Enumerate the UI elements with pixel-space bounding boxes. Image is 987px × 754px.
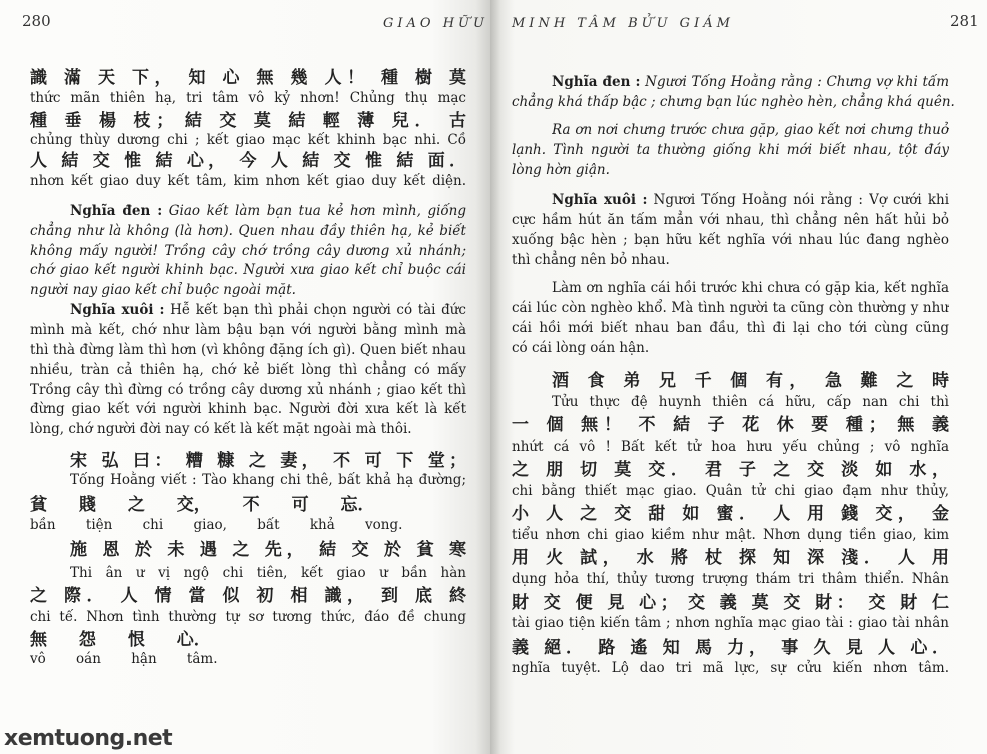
romanization-line bbox=[30, 649, 466, 669]
paragraph-line bbox=[552, 72, 949, 92]
romanization-line bbox=[30, 515, 466, 535]
chinese-text-line bbox=[30, 68, 466, 88]
romanization-line bbox=[30, 607, 466, 627]
paragraph-line bbox=[552, 278, 949, 298]
line-text: 無 怨 恨 心． bbox=[30, 630, 211, 650]
chinese-text-line bbox=[70, 451, 466, 471]
paragraph-line bbox=[30, 280, 466, 300]
paragraph-line bbox=[512, 318, 949, 338]
left-page bbox=[0, 0, 490, 754]
line-text: vô oán hận tâm. bbox=[30, 651, 218, 667]
line-text: chủng thùy dương chi ; kết giao mạc kết khinh bạc nhi. Cồ bbox=[30, 132, 466, 148]
line-text: 酒 食 弟 兄 千 個 有， 急 難 之 時 bbox=[552, 371, 949, 391]
paragraph-line bbox=[30, 399, 466, 419]
paragraph-line bbox=[30, 320, 466, 340]
romanization-line bbox=[512, 613, 949, 633]
paragraph-line bbox=[512, 298, 949, 318]
line-text: lòng hờn giận. bbox=[512, 162, 610, 178]
paragraph-line bbox=[512, 210, 949, 230]
line-text: tiểu nhơn chi giao kiềm như mật. Nhơn dụng tiền giao, kim bbox=[512, 527, 949, 543]
paragraph-line bbox=[30, 360, 466, 380]
chinese-text-line bbox=[512, 460, 949, 480]
line-text: 用 火 試， 水 將 杖 探 知 深 淺． 人 用 bbox=[512, 548, 949, 568]
line-text: 宋 弘 曰： 糟 糠 之 妻， 不 可 下 堂； bbox=[70, 451, 466, 471]
line-text: chớ giao kết người khinh bạc. Người xưa giao kết chỉ buộc cái bbox=[30, 262, 466, 278]
line-text: Ngươi Tống Hoằng nói rằng : Vợ cưới khi bbox=[653, 192, 949, 208]
line-text: 財 交 便 見 心； 交 義 莫 交 財： 交 財 仁 bbox=[512, 593, 949, 613]
paragraph-label: Nghĩa xuôi : bbox=[70, 302, 165, 318]
line-text: Hễ kết bạn thì phải chọn người có tài đức bbox=[170, 302, 466, 318]
line-text: nhiều, tràn cả thiên hạ, chớ kẻ biết lòng thì chẳng có mấy bbox=[30, 362, 466, 378]
chinese-text-line bbox=[70, 540, 466, 560]
line-text: đừng giao kết với người khinh bạc. Người đời xưa kết là kết bbox=[30, 401, 466, 417]
chinese-text-line bbox=[512, 638, 949, 658]
romanization-line bbox=[70, 470, 466, 490]
line-text: xuống bậc hèn ; bạn hữu kết nghĩa với nhau lúc đang nghèo bbox=[512, 232, 949, 248]
chinese-text-line bbox=[30, 111, 466, 131]
paragraph-line bbox=[30, 419, 466, 439]
line-text: 貧 賤 之 交， 不 可 忘． bbox=[30, 495, 375, 515]
page-number-right: 281 bbox=[950, 12, 979, 30]
line-text: Ngươi Tống Hoằng rằng : Chưng vợ khi tấm bbox=[645, 74, 949, 90]
line-text: lạnh. Tình người ta thường giống khi mới biết nhau, tột đáy bbox=[512, 142, 949, 158]
chinese-text-line bbox=[30, 495, 466, 515]
paragraph-line bbox=[30, 260, 466, 280]
line-text: 一 個 無！ 不 結 子 花 休 要 種； 無 義 bbox=[512, 415, 949, 435]
line-text: dụng hỏa thí, thủy tương trượng thám tri thâm thiển. Nhân bbox=[512, 571, 949, 587]
line-text: người nay giao kết chỉ buộc ngoài mặt. bbox=[30, 282, 296, 298]
line-text: chi tế. Nhơn tình thường tự sơ tương thức, đáo đề chung bbox=[30, 609, 466, 625]
line-text: không mấy người! Trồng cây chớ trồng cây dương xủ nhánh; bbox=[30, 243, 466, 259]
running-header-left: GIAO HỮU bbox=[383, 16, 488, 31]
paragraph-line bbox=[70, 300, 466, 320]
romanization-line bbox=[512, 658, 949, 678]
line-text: thì chẳng nên bỏ nhau. bbox=[512, 252, 670, 268]
line-text: 人 結 交 惟 結 心， 今 人 結 交 惟 結 面． bbox=[30, 151, 466, 171]
line-text: 施 恩 於 未 遇 之 先， 結 交 於 貧 寒 bbox=[70, 540, 466, 560]
paragraph-line bbox=[30, 380, 466, 400]
chinese-text-line bbox=[30, 630, 466, 650]
paragraph-line bbox=[70, 201, 466, 221]
line-text: chẳng như là không (là hơn). Quen nhau đầy thiên hạ, kẻ biết bbox=[30, 223, 466, 239]
chinese-text-line bbox=[512, 504, 949, 524]
line-text: nghĩa tuyệt. Lộ dao tri mã lực, sự cửu kiến nhơn tâm. bbox=[512, 660, 949, 676]
line-text: Tống Hoằng viết : Tào khang chi thê, bất khả hạ đường; bbox=[70, 472, 466, 488]
paragraph-label: Nghĩa đen : bbox=[70, 203, 163, 219]
watermark-logo: xemtuong.net bbox=[4, 726, 173, 751]
line-text: Giao kết làm bạn tua kẻ hơn mình, giống bbox=[168, 203, 466, 219]
line-text: Thi ân ư vị ngộ chi tiên, kết giao ư bần hàn bbox=[70, 565, 466, 581]
line-text: tài giao tiện kiến tâm ; nhơn nghĩa mạc giao tài : giao tài nhân bbox=[512, 615, 949, 631]
line-text: Làm ơn nghĩa cái hồi trước khi chưa có gặp kia, kết nghĩa bbox=[552, 280, 949, 296]
romanization-line bbox=[30, 88, 466, 108]
line-text: nhơn kết giao duy kết tâm, kim nhơn kết giao duy kết diện. bbox=[30, 173, 466, 189]
line-text: cái lúc còn nghèo khổ. Mà tình người ta cũng còn thường y như bbox=[512, 300, 949, 316]
line-text: mình mà kết, chớ như làm bậu bạn với người bằng mình mà bbox=[30, 322, 466, 338]
romanization-line bbox=[512, 481, 949, 501]
page-number-left: 280 bbox=[22, 12, 51, 30]
romanization-line bbox=[552, 392, 949, 412]
line-text: chi bằng thiết mạc giao. Quân tử chi giao đạm như thủy, bbox=[512, 483, 949, 499]
romanization-line bbox=[512, 525, 949, 545]
paragraph-line bbox=[512, 338, 949, 358]
line-text: 識 滿 天 下， 知 心 無 幾 人！ 種 樹 莫 bbox=[30, 68, 466, 88]
line-text: 義 絕． 路 遙 知 馬 力， 事 久 見 人 心． bbox=[512, 638, 949, 658]
romanization-line bbox=[70, 563, 466, 583]
chinese-text-line bbox=[512, 415, 949, 435]
romanization-line bbox=[30, 130, 466, 150]
line-text: bần tiện chi giao, bất khả vong. bbox=[30, 517, 403, 533]
chinese-text-line bbox=[30, 586, 466, 606]
chinese-text-line bbox=[552, 371, 949, 391]
line-text: cái hồi mới biết nhau ban đầu, thì đi lại cho tới cùng cũng bbox=[512, 320, 949, 336]
paragraph-line bbox=[552, 120, 949, 140]
paragraph-label: Nghĩa đen : bbox=[552, 74, 641, 90]
paragraph-line bbox=[30, 340, 466, 360]
paragraph-line bbox=[30, 221, 466, 241]
paragraph-line bbox=[30, 241, 466, 261]
line-text: 種 垂 楊 枝； 結 交 莫 結 輕 薄 兒． 古 bbox=[30, 111, 466, 131]
line-text: Ra ơn nơi chưng trước chưa gặp, giao kết nơi chưng thuở bbox=[552, 122, 949, 138]
paragraph-line bbox=[512, 250, 949, 270]
paragraph-line bbox=[512, 230, 949, 250]
paragraph-line bbox=[512, 160, 949, 180]
line-text: Tửu thực đệ huynh thiên cá hữu, cấp nan chi thì bbox=[552, 394, 949, 410]
line-text: nhứt cá vô ! Bất kết tử hoa hưu yếu chủng ; vô nghĩa bbox=[512, 439, 949, 455]
line-text: thức mãn thiên hạ, tri tâm vô kỷ nhơn! Chủng thụ mạc bbox=[30, 90, 466, 106]
paragraph-line bbox=[552, 190, 949, 210]
line-text: cực hầm hút ăn tấm mẳn với nhau, thì chẳng nên hất hủi bỏ bbox=[512, 212, 949, 228]
chinese-text-line bbox=[30, 151, 466, 171]
romanization-line bbox=[512, 437, 949, 457]
right-page bbox=[490, 0, 987, 754]
line-text: lòng, chớ người đời nay có kết là kết mặt ngoài mà thôi. bbox=[30, 421, 412, 437]
chinese-text-line bbox=[512, 593, 949, 613]
paragraph-label: Nghĩa xuôi : bbox=[552, 192, 648, 208]
running-header-right: MINH TÂM BỬU GIÁM bbox=[512, 16, 734, 31]
line-text: có cái lòng oán hận. bbox=[512, 340, 650, 356]
line-text: thì thà đừng làm thì hơn (vì không đặng ích gì). Quen biết nhau bbox=[30, 342, 466, 358]
romanization-line bbox=[512, 569, 949, 589]
line-text: 之 朋 切 莫 交． 君 子 之 交 淡 如 水， bbox=[512, 460, 949, 480]
line-text: Trồng cây thì đừng có trồng cây dương xủ nhánh ; giao kết thì bbox=[30, 382, 466, 398]
chinese-text-line bbox=[512, 548, 949, 568]
line-text: 之 際． 人 情 當 似 初 相 識， 到 底 終 bbox=[30, 586, 466, 606]
line-text: chẳng khá thấp bậc ; chưng bạn lúc nghèo hèn, chẳng khá quên. bbox=[512, 94, 955, 110]
romanization-line bbox=[30, 171, 466, 191]
paragraph-line bbox=[512, 92, 955, 112]
line-text: 小 人 之 交 甜 如 蜜． 人 用 錢 交， 金 bbox=[512, 504, 949, 524]
paragraph-line bbox=[512, 140, 949, 160]
